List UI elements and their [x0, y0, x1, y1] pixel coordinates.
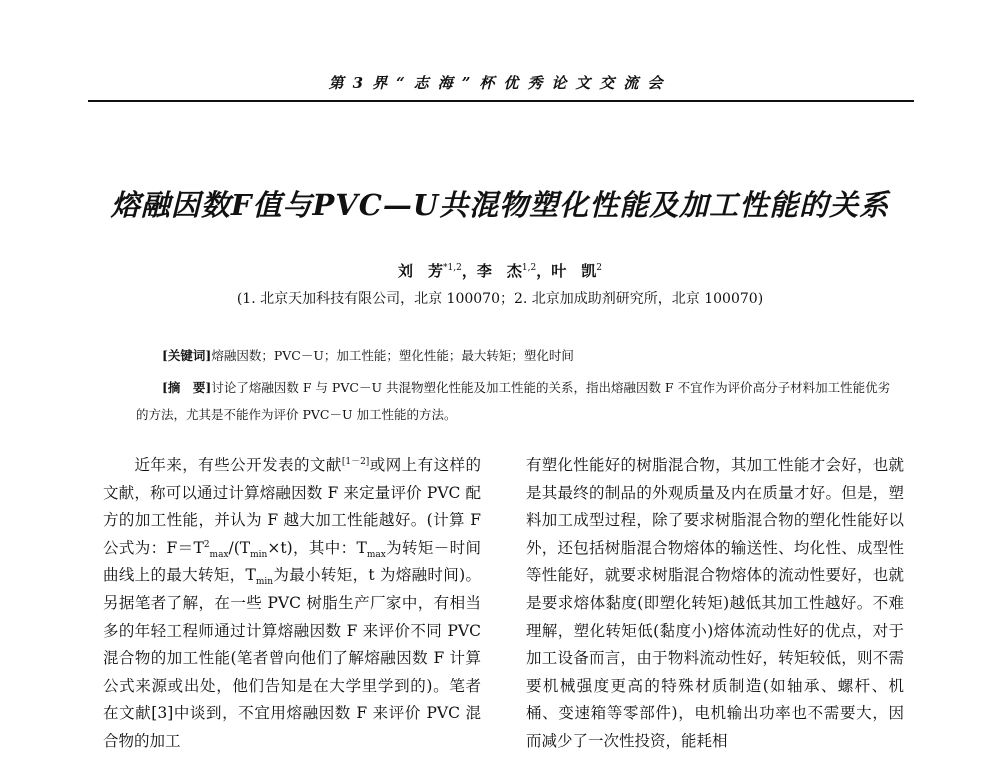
header-rule [88, 100, 914, 102]
author-3-affil: 2 [596, 263, 602, 273]
body-column-left [103, 452, 481, 756]
abstract [136, 374, 896, 428]
author-3: 叶 凯 [551, 262, 597, 280]
author-2: 李 杰 [476, 262, 522, 280]
affiliations: (1. 北京天加科技有限公司，北京 100070；2. 北京加成助剂研究所，北京 100070) [236, 291, 764, 307]
abstract-label: [摘 要] [162, 380, 212, 395]
author-2-affil: 1,2 [521, 263, 537, 273]
keywords [162, 346, 922, 364]
author-1: 刘 芳 [398, 262, 444, 280]
keywords-text: 熔融因数；PVC－U；加工性能；塑化性能；最大转矩；塑化时间 [211, 348, 574, 363]
author-separator: ， [461, 262, 477, 280]
author-separator: ， [536, 262, 552, 280]
keywords-label: [关键词] [162, 348, 212, 363]
running-header: 第3界“志海”杯优秀论文交流会 [328, 74, 672, 92]
citation-ref: [1－2] [341, 456, 370, 467]
author-1-affil: *1,2 [443, 263, 462, 273]
abstract-text: 讨论了熔融因数 F 与 PVC－U 共混物塑化性能及加工性能的关系，指出熔融因数 F 不宜作为评价高分子材料加工性能优劣的方法，尤其是不能作为评价 PVC－U 加工性能的方法。 [136, 380, 891, 422]
body-column-right [526, 452, 904, 756]
body-paragraph: 有塑化性能好的树脂混合物，其加工性能才会好，也就是其最终的制品的外观质量及内在质量才好。但是，塑料加工成型过程，除了要求树脂混合物的塑化性能好以外，还包括树脂混合物熔体的输送性、均化性、成型性等性能好，就要求树脂混合物熔体的流动性要好，也就是要求熔体黏度(即塑化转矩)越低其加工性越好。不难理解，塑化转矩低(黏度小)熔体流动性好的优点，对于加工设备而言，由于物料流动性好，转矩较低，则不需要机械强度更高的特殊材质制造(如轴承、螺杆、机桶、变速箱等零部件)，电机输出功率也不需要大，因而减少了一次性投资，能耗相 [526, 456, 904, 750]
paper-title: 熔融因数F值与PVC—U共混物塑化性能及加工性能的关系 [110, 188, 890, 222]
body-paragraph: 近年来，有些公开发表的文献[1－2]或网上有这样的文献，称可以通过计算熔融因数 F 来定量评价 PVC 配方的加工性能，并认为 F 越大加工性能越好。(计算 F 公式为：$F=T^2_{max}/(T_{min}\times t)$，其中：$T_{max}$为转矩－时间曲线上的最大转矩，$T_{min}$为最小转矩，t 为熔融时间)。另据笔者了解，在一些 PVC 树脂生产厂家中，有相当多的年轻工程师通过计算熔融因数 F 来评价不同 PVC 混合物的加工性能(笔者曾向他们了解熔融因数 F 计算公式来源或出处，他们告知是在大学里学到的)。笔者在文献[3]中谈到，不宜用熔融因数 F 来评价 PVC 混合物的加工 [103, 456, 482, 750]
author-list [0, 260, 1000, 281]
